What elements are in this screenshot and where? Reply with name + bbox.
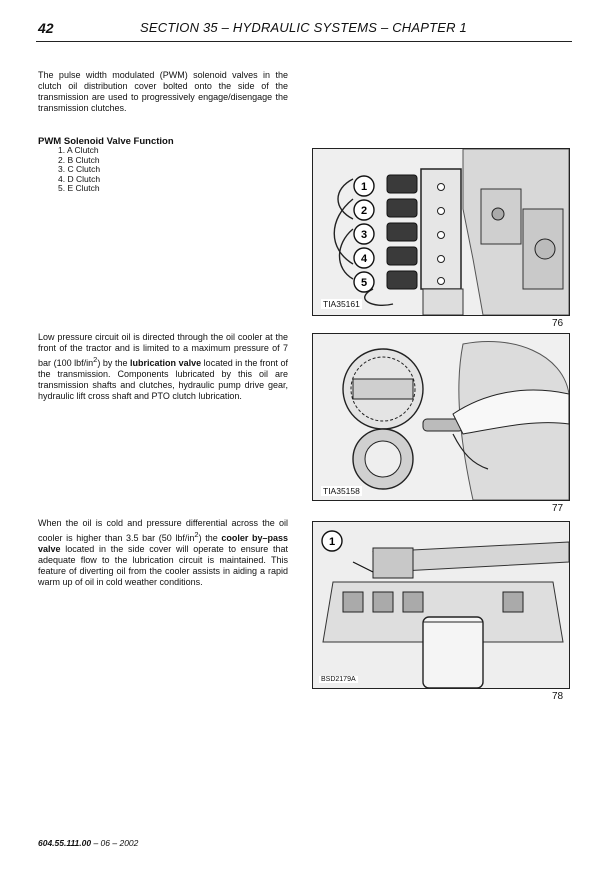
lubrication-text-2: ) by the bbox=[97, 358, 131, 368]
lubrication-valve-term: lubrication valve bbox=[130, 358, 202, 368]
callout-4 bbox=[353, 247, 375, 274]
callout-4-label: 4 bbox=[360, 253, 368, 265]
callout-2-label: 2 bbox=[360, 205, 368, 217]
figure-76-code: TIA35161 bbox=[323, 299, 360, 309]
callout-1-fig78-label: 1 bbox=[328, 536, 336, 548]
lubrication-text-1: Low pressure circuit oil is directed through the oil cooler at the front of the tractor and is limited to a maximum pressure of 7 bar (100 lbf/in bbox=[38, 332, 288, 368]
figure-77-number: 77 bbox=[552, 503, 564, 514]
doc-date: – 06 – 2002 bbox=[91, 838, 139, 848]
cooler-text-1: When the oil is cold and pressure differential across the oil cooler is higher than 3.5 bar (50 lbf/in bbox=[38, 518, 288, 543]
list-item: 5. E Clutch bbox=[58, 183, 100, 194]
callout-5-label: 5 bbox=[360, 277, 368, 289]
lubrication-sup: 2 bbox=[93, 355, 98, 364]
doc-code: 604.55.111.00 bbox=[38, 838, 92, 848]
section-title: SECTION 35 – HYDRAULIC SYSTEMS – CHAPTER 1 bbox=[140, 20, 467, 35]
list-item: 4. D Clutch bbox=[58, 173, 101, 184]
lubrication-valve-illustration bbox=[313, 334, 569, 500]
cooler-paragraph bbox=[38, 518, 288, 588]
list-item: 3. C Clutch bbox=[58, 164, 101, 175]
lubrication-paragraph bbox=[38, 332, 288, 402]
lubrication-text-3: located in the front of the transmission. Components lubricated by this oil are transmission shafts and clutches, hydraulic pump drive gear, hydraulic lift cross shaft and PTO clutch lubrication. bbox=[38, 358, 288, 401]
figure-77-code: TIA35158 bbox=[323, 486, 360, 496]
figure-78-photo bbox=[312, 521, 570, 689]
figure-76-number: 76 bbox=[552, 318, 564, 329]
cooler-text-2: ) the bbox=[198, 533, 222, 543]
cooler-sup: 2 bbox=[194, 530, 199, 539]
cooler-bypass-term: cooler by–pass valve bbox=[38, 533, 288, 554]
pwm-valve-illustration bbox=[313, 149, 569, 315]
page-number: 42 bbox=[38, 20, 54, 36]
callout-3-label: 3 bbox=[360, 229, 368, 241]
cooler-bypass-illustration bbox=[313, 522, 569, 688]
callout-1-fig78 bbox=[321, 530, 343, 557]
figure-76-photo bbox=[312, 148, 570, 316]
footer bbox=[38, 838, 138, 848]
intro-paragraph: The pulse width modulated (PWM) solenoid valves in the clutch oil distribution cover bolted onto the side of the transmission are used to progressively engage/disengage the transmission clutches. bbox=[38, 70, 288, 113]
callout-1 bbox=[353, 175, 375, 202]
figure-77-photo bbox=[312, 333, 570, 501]
callout-3 bbox=[353, 223, 375, 250]
callout-2 bbox=[353, 199, 375, 226]
figure-78-code: BSD2179A bbox=[321, 676, 356, 683]
figure-78-number: 78 bbox=[552, 691, 564, 702]
callout-5 bbox=[353, 271, 375, 298]
pwm-function-title: PWM Solenoid Valve Function bbox=[38, 136, 174, 147]
callout-1-label: 1 bbox=[360, 181, 368, 193]
list-item: 2. B Clutch bbox=[58, 154, 100, 165]
list-item: 1. A Clutch bbox=[58, 145, 99, 155]
cooler-text-3: located in the side cover will operate to ensure that adequate flow to the lubrication circuit is maintained. This feature of diverting oil from the cooler assists in aiding a rapid warm up of oil in cold weather conditions. bbox=[38, 544, 288, 587]
clutch-list bbox=[58, 146, 100, 194]
header-divider bbox=[36, 41, 572, 42]
